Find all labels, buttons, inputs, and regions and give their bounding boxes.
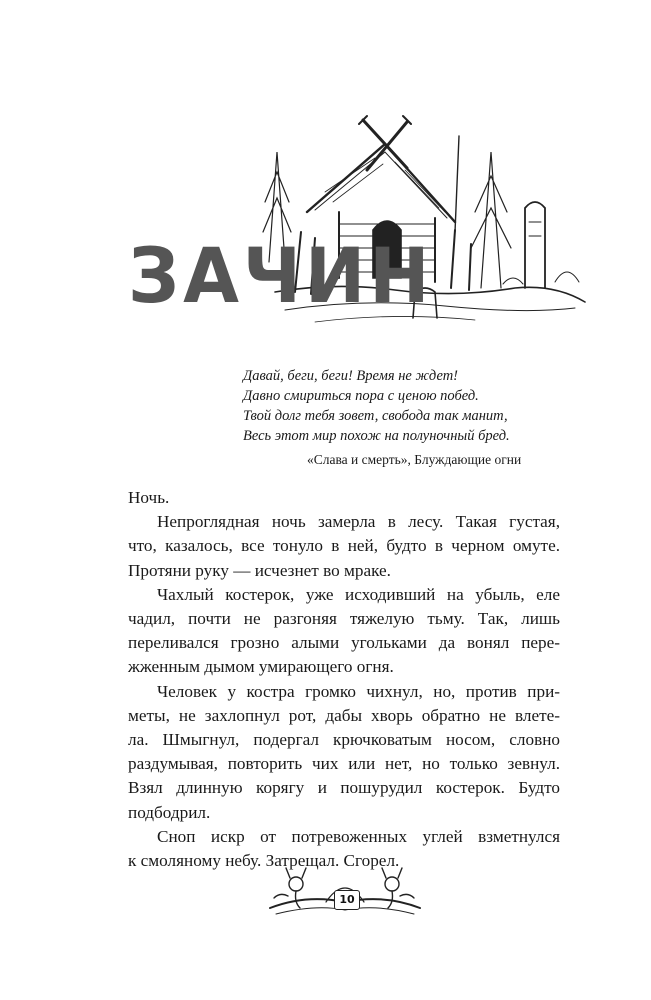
text-line: Сноп искр от потревоженных углей взметнулся: [157, 826, 560, 846]
paragraph: [128, 510, 560, 583]
text-line: к смоляному небу. Затрещал. Сгорел.: [128, 851, 400, 871]
text-line: что, казалось, все тонуло в ней, будто в черном омуте.: [128, 536, 560, 556]
text-line: жженным дымом умирающего огня.: [128, 657, 394, 677]
text-line: ла. Шмыгнул, подергал крючковатым носом, словно: [128, 730, 560, 750]
text-line: Непроглядная ночь замерла в лесу. Такая густая,: [157, 512, 560, 532]
epigraph-line: Весь этот мир похож на полуночный бред.: [243, 428, 510, 444]
text-line: Человек у костра громко чихнул, но, против при-: [157, 681, 560, 701]
epigraph-line: Твой долг тебя зовет, свобода так манит,: [243, 408, 508, 424]
epigraph-line: Давай, беги, беги! Время не ждет!: [243, 368, 458, 384]
page-number: 10: [334, 890, 360, 910]
paragraph: [128, 680, 560, 825]
paragraph: [128, 486, 560, 510]
epigraph-line: Давно смириться пора с ценою побед.: [243, 388, 479, 404]
text-line: меты, не захлопнул рот, дабы хворь обратно не влете-: [128, 705, 560, 725]
epigraph: [243, 366, 583, 468]
paragraph: [128, 583, 560, 680]
chapter-title: ЗАЧИН: [128, 231, 434, 320]
body-text: [128, 486, 560, 873]
text-line: Взял длинную корягу и пошурудил костерок. Будто: [128, 778, 560, 798]
text-line: чадил, почти не разгоняя тяжелую тьму. Так, лишь: [128, 609, 560, 629]
text-line: Ночь.: [128, 488, 170, 507]
epigraph-source: «Слава и смерть», Блуждающие огни: [307, 452, 522, 467]
text-line: раздумывая, повторить чих или нет, но только зевнул.: [128, 754, 560, 774]
text-line: подбодрил.: [128, 802, 211, 822]
text-line: переливался грозно алыми угольками да вонял пере-: [128, 633, 560, 653]
text-line: Протяни руку — исчезнет во мраке.: [128, 560, 391, 580]
text-line: Чахлый костерок, уже исходивший на убыль, еле: [157, 584, 560, 604]
